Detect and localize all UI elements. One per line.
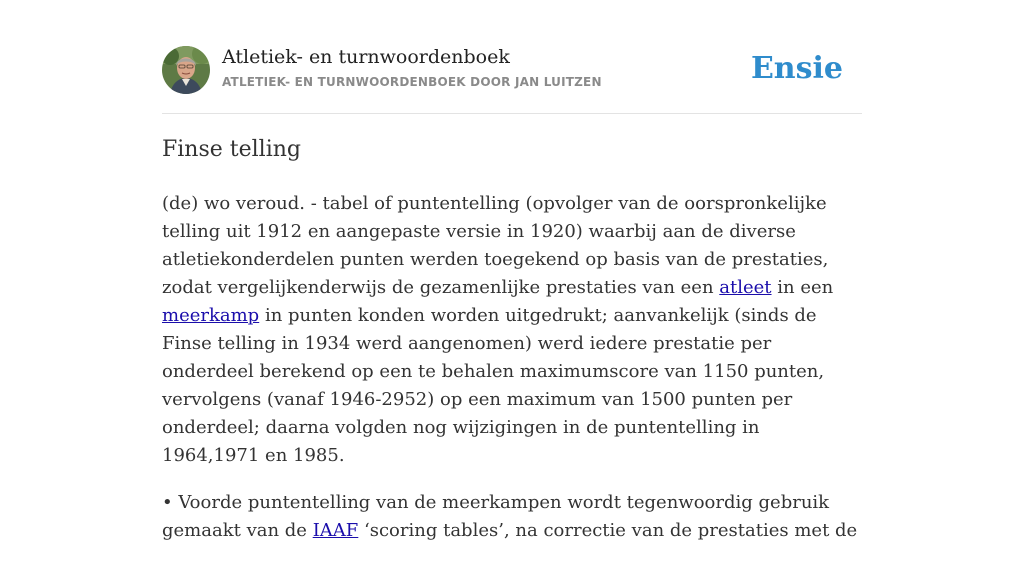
link-iaaf[interactable]: IAAF bbox=[312, 520, 359, 541]
site-subtitle[interactable]: ATLETIEK- EN TURNWOORDENBOEK DOOR JAN LUITZEN bbox=[222, 75, 602, 89]
paragraph-text: in punten konden worden uitgedrukt; aanvankelijk (sinds de Finse telling in 1934 werd aangenomen) werd iedere prestatie per onderdeel berekend op een te behalen maximumscore van 1150 punten, vervolgens (vanaf 1946-2952) op een maximum van 1500 punten per onderdeel; daarna volgden nog wijzigingen in de puntentelling in 1964,1971 en 1985. bbox=[162, 305, 825, 466]
link-atleet[interactable]: atleet bbox=[719, 277, 772, 298]
definition-paragraph bbox=[162, 190, 862, 470]
page-title: Finse telling bbox=[162, 137, 301, 162]
paragraph-text: (de) wo veroud. - tabel of puntentelling (opvolger van de oorspronkelijke telling uit 1912 en aangepaste versie in 1920) waarbij aan de diverse atletiekonderdelen punten werden toegekend op basis van de prestaties, zodat vergelijkenderwijs de gezamenlijke prestaties van een bbox=[162, 193, 829, 298]
site-title[interactable]: Atletiek- en turnwoordenboek bbox=[222, 46, 510, 68]
ensie-logo[interactable]: Ensie bbox=[750, 51, 843, 86]
paragraph-text: in een bbox=[771, 277, 834, 298]
paragraph-text: • Voorde puntentelling van de meerkampen wordt tegenwoordig gebruik gemaakt van de bbox=[162, 492, 830, 541]
paragraph-text: ‘scoring tables’, na correctie van de prestaties met de bbox=[358, 520, 858, 541]
author-photo bbox=[162, 46, 210, 94]
note-paragraph bbox=[162, 489, 862, 545]
avatar[interactable] bbox=[162, 46, 210, 94]
link-meerkamp[interactable]: meerkamp bbox=[162, 305, 260, 326]
header bbox=[162, 46, 862, 114]
entry-content bbox=[162, 190, 862, 564]
